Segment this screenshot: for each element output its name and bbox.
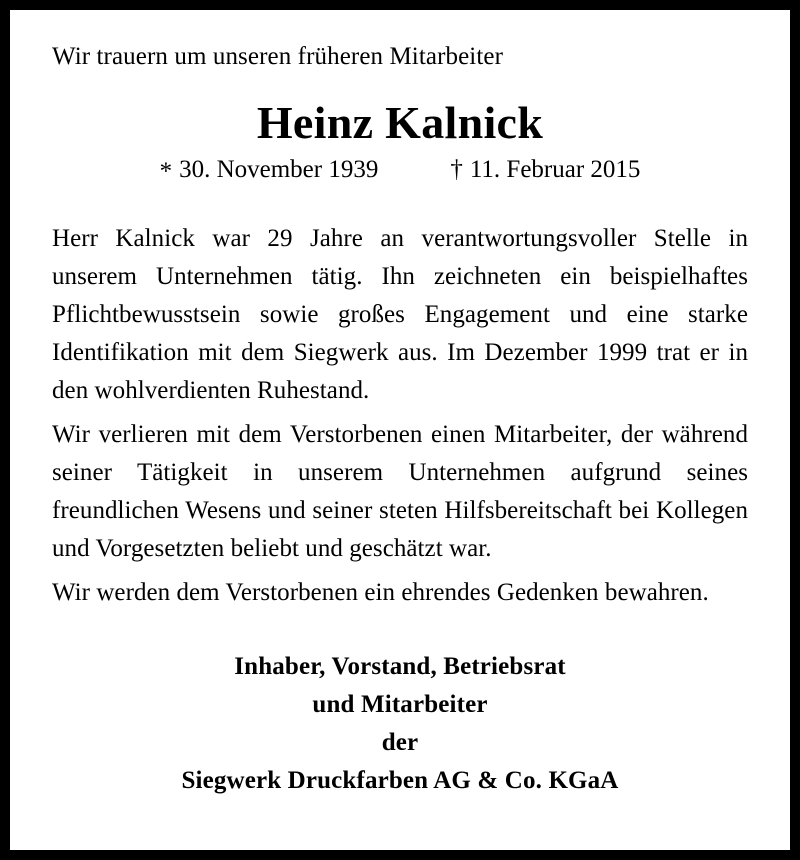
death-date-text: 11. Februar 2015: [469, 156, 641, 183]
paragraph-3: Wir werden dem Verstorbenen ein ehrendes Gedenken bewahren.: [52, 579, 709, 606]
life-dates: [52, 154, 748, 186]
birth-date-text: 30. November 1939: [179, 156, 379, 183]
paragraph-1: Herr Kalnick war 29 Jahre an verantwortungsvoller Stelle in unserem Unternehmen tätig. Ihn zeichneten ein beispielhaftes Pflichtbewusstsein sowie großes Engagement und eine starke Identifikation mit dem Siegwerk aus. Im Dezember 1999 trat er in den wohlverdienten Ruhestand.: [52, 225, 748, 404]
birth-star-icon: *: [159, 158, 173, 185]
body-copy: [52, 220, 748, 612]
birth-date: [160, 154, 415, 186]
intro-line: Wir trauern um unseren früheren Mitarbeiter: [52, 43, 504, 70]
notice-content: [10, 10, 790, 850]
signature-line-1: Inhaber, Vorstand, Betriebsrat: [234, 653, 566, 680]
signature-line-4: Siegwerk Druckfarben AG & Co. KGaA: [181, 767, 619, 794]
signature-line-3: der: [381, 729, 419, 756]
signature-block: [52, 648, 748, 800]
paragraph-2: Wir verlieren mit dem Verstorbenen einen Mitarbeiter, der während seiner Tätigkeit in unserem Unternehmen aufgrund seines freundlichen Wesens und seiner steten Hilfsbereitschaft bei Kollegen und Vorgesetzten beliebt und geschätzt war.: [52, 421, 748, 562]
death-date: [414, 154, 640, 186]
signature-line-2: und Mitarbeiter: [312, 691, 488, 718]
death-cross-icon: †: [450, 156, 463, 183]
deceased-name: Heinz Kalnick: [256, 97, 544, 148]
